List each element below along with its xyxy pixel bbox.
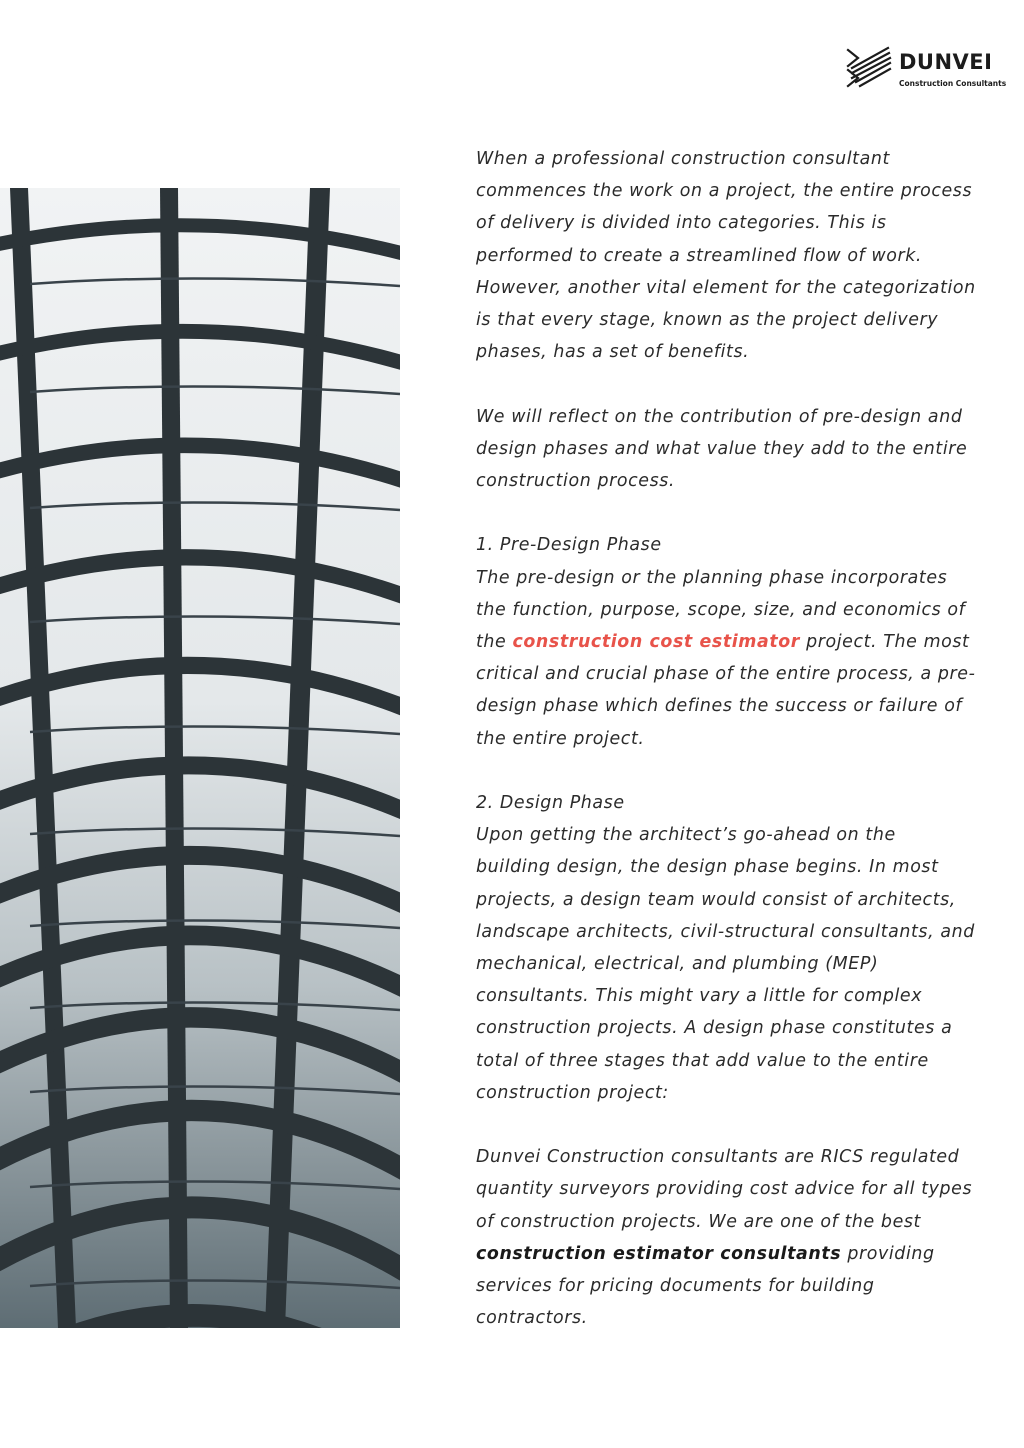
construction-cost-estimator-link[interactable]: construction cost estimator: [512, 632, 800, 653]
phase1-heading: 1. Pre-Design Phase: [476, 535, 662, 556]
skylight-grid-ceiling-photo: [0, 188, 400, 1328]
article-body: [476, 143, 976, 1334]
closing-text-after: providing services for pricing documents for building contractors.: [476, 1243, 935, 1329]
phase2-heading: 2. Design Phase: [476, 793, 625, 814]
chevron-stripes-logo-icon: [846, 46, 892, 88]
brand-name: DUNVEI: [899, 50, 993, 74]
phase1-text-before: The pre-design or the planning phase incorporates the function, purpose, scope, size, and economics of the: [476, 567, 966, 653]
brand-tagline: Construction Consultants: [899, 79, 1007, 88]
brand-logo: [846, 44, 1006, 94]
phase2-paragraph: Upon getting the architect’s go-ahead on the building design, the design phase begins. In most projects, a design team would consist of architects, landscape architects, civil-structural consultants, and mechanical, electrical, and plumbing (MEP) consultants. This might vary a little for complex construction projects. A design phase constitutes a total of three stages that add value to the entire construction project:: [476, 825, 975, 1103]
construction-estimator-consultants-emphasis: construction estimator consultants: [476, 1243, 842, 1264]
closing-text-before: Dunvei Construction consultants are RICS regulated quantity surveyors providing cost advice for all types of construction projects. We are one of the best: [476, 1147, 973, 1232]
reflect-paragraph: We will reflect on the contribution of pre-design and design phases and what value they add to the entire construction process.: [476, 406, 968, 492]
phase1-text-after: project. The most critical and crucial phase of the entire process, a pre-design phase which defines the success or failure of the entire project.: [476, 632, 976, 749]
intro-paragraph: When a professional construction consultant commences the work on a project, the entire process of delivery is divided into categories. This is performed to create a streamlined flow of work. However, another vital element for the categorization is that every stage, known as the project delivery phases, has a set of benefits.: [476, 149, 976, 363]
phase1-paragraph: [476, 562, 976, 755]
closing-paragraph: [476, 1141, 976, 1334]
